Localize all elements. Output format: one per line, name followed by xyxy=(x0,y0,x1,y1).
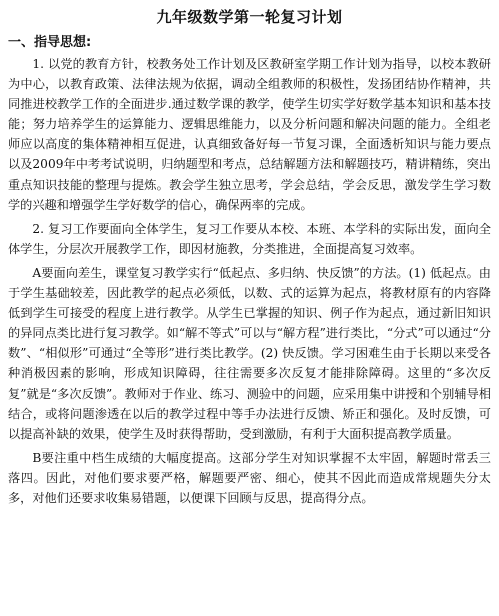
paragraph-2: 2. 复习工作要面向全体学生，复习工作要从本校、本班、本学科的实际出发，面向全体学生，分层次开展教学工作，即因材施教，分类推进，全面提高复习效率。 xyxy=(8,221,491,256)
paragraph-4: B要注重中档生成绩的大幅度提高。这部分学生对知识掌握不太牢固，解题时常丢三落四。因此，对他们要求要严格，解题要严密、细心，使其不因此而造成常规题失分太多，对他们还要求收集易错题，以便课下回顾与反思，提高得分点。 xyxy=(8,450,491,505)
paragraph-1: 1. 以党的教育方针，校教务处工作计划及区教研室学期工作计划为指导，以校本教研为中心，以教育政策、法律法规为依据，调动全组教师的积极性，发扬团结协作精神，共同推进校教学工作的全面进步.通过数学课的教学，使学生切实学好数学基本知识和基本技能；努力培养学生的运算能力、逻辑思维能力，以及分析问题和解决问题的能力。全组老师应以高度的集体精神相互促进，认真细致备好每一节复习课，全面透析知识与能力要点以及2009年中考考试说明，归纳题型和考点，总结解题方法和解题技巧，精讲精练，突出重点知识技能的整理与提炼。教会学生独立思考，学会总结，学会反思，激发学生学习数学的兴趣和增强学生学好数学的信心，确保两率的完成。 xyxy=(8,57,491,212)
section-heading: 一、指导思想: xyxy=(8,35,92,50)
document-title: 九年级数学第一轮复习计划 xyxy=(156,8,343,26)
paragraph-3: A要面向差生，课堂复习教学实行“低起点、多归纳、快反馈”的方法。(1) 低起点。由于学生基础较差，因此教学的起点必须低，以数、式的运算为起点，将教材原有的内容降低到学生可接受的程度上进行教学。从学生已掌握的知识、例子作为起点，通过新旧知识的异同点类比进行复习教学。如“解不等式”可以与“解方程”进行类比，“分式”可以通过“分数”、“相似形”可通过“全等形”进行类比教学。(2) 快反馈。学习困难生由于长期以来受各种消极因素的影响，形成知识障碍，往往需要多次反复才能排除障碍。这里的“多次反复”就是“多次反馈”。教师对于作业、练习、测验中的问题，应采用集中讲授和个别辅导相结合，或将问题渗透在以后的教学过程中等手办法进行反馈、矫正和强化。及时反馈，可以提高补缺的效果，使学生及时获得帮助，受到激励，有利于大面积提高教学质量。 xyxy=(8,265,491,441)
